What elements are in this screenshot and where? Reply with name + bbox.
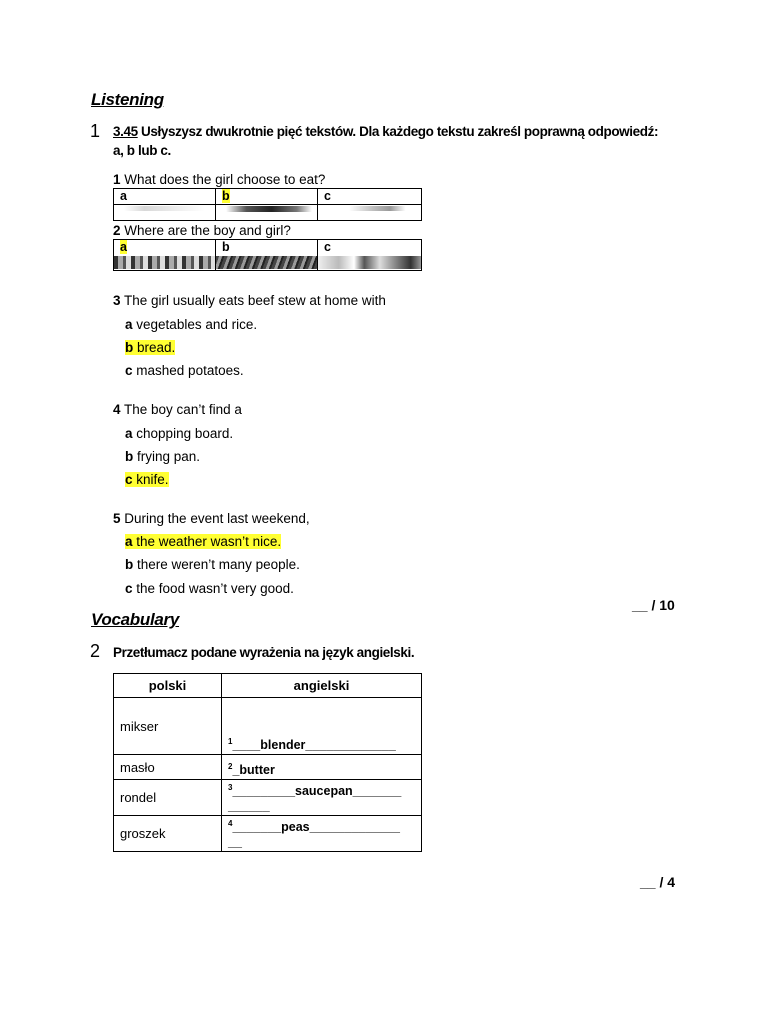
option-letter: c xyxy=(324,240,331,254)
picture-plate-c xyxy=(318,205,422,221)
option-c-cell[interactable] xyxy=(318,240,422,271)
plate-image-icon xyxy=(318,206,421,211)
option-letter: b xyxy=(222,240,230,254)
question-1 xyxy=(113,172,325,188)
option-letter: c xyxy=(125,472,133,487)
question-number: 4 xyxy=(113,402,121,417)
option-text: chopping board. xyxy=(136,426,234,441)
option-letter-selected: a xyxy=(120,240,127,254)
question-3-option-a[interactable] xyxy=(125,317,257,332)
answer-text: _butter xyxy=(232,763,275,777)
question-number: 3 xyxy=(113,293,121,308)
option-b-cell[interactable] xyxy=(216,240,318,271)
listening-score: __ / 10 xyxy=(632,597,675,613)
answer-cell[interactable] xyxy=(222,698,422,755)
column-header-polish: polski xyxy=(114,674,222,698)
option-letter: c xyxy=(125,363,133,378)
question-number: 5 xyxy=(113,511,121,526)
instruction-line-2: a, b lub c. xyxy=(113,143,171,158)
instruction-line-1: Usłyszysz dwukrotnie pięć tekstów. Dla każdego tekstu zakreśl poprawną odpowiedź: xyxy=(141,124,659,139)
question-5-option-c[interactable] xyxy=(125,581,294,596)
option-letter: a xyxy=(125,534,133,549)
kitchen-image-icon xyxy=(216,256,317,269)
answer-text-continued: __ xyxy=(228,835,242,850)
option-letter: b xyxy=(125,340,134,355)
option-letter: c xyxy=(125,581,133,596)
option-letter: a xyxy=(125,426,133,441)
option-text: vegetables and rice. xyxy=(136,317,258,332)
polish-word: mikser xyxy=(114,698,222,755)
option-text: bread. xyxy=(137,340,176,355)
food-image-icon xyxy=(318,256,421,269)
question-3-option-b-selected[interactable] xyxy=(125,340,175,355)
answer-text-continued: ______ xyxy=(228,799,270,814)
polish-word: groszek xyxy=(114,816,222,852)
question-number: 2 xyxy=(113,223,121,238)
question-4-option-b[interactable] xyxy=(125,449,200,464)
option-letter: b xyxy=(125,449,134,464)
question-1-picture-table xyxy=(113,188,422,221)
question-5-option-a-selected[interactable] xyxy=(125,534,281,549)
option-letter: b xyxy=(125,557,134,572)
answer-text: ____blender_____________ xyxy=(232,738,396,752)
option-letter: a xyxy=(120,189,127,203)
task-1-instruction xyxy=(113,122,713,160)
vocabulary-score: __ / 4 xyxy=(640,874,676,890)
answer-number: 1 xyxy=(228,736,233,746)
option-text: knife. xyxy=(136,472,169,487)
question-text: Where are the boy and girl? xyxy=(124,223,291,238)
question-2 xyxy=(113,223,291,239)
polish-word: masło xyxy=(114,755,222,780)
picture-plate-b xyxy=(216,205,318,221)
question-text: What does the girl choose to eat? xyxy=(124,172,326,187)
answer-text: _________saucepan_______ xyxy=(232,784,402,799)
option-text: frying pan. xyxy=(137,449,201,464)
option-a-cell[interactable] xyxy=(114,189,216,205)
question-4-option-c-selected[interactable] xyxy=(125,472,169,487)
answer-cell[interactable] xyxy=(222,755,422,780)
column-header-english: angielski xyxy=(222,674,422,698)
task-2-instruction: Przetłumacz podane wyrażenia na język angielski. xyxy=(113,645,415,660)
answer-cell[interactable] xyxy=(222,816,422,852)
picture-plate-a xyxy=(114,205,216,221)
option-text: mashed potatoes. xyxy=(136,363,244,378)
question-3 xyxy=(113,293,386,309)
option-a-cell[interactable] xyxy=(114,240,216,271)
question-text: The boy can’t find a xyxy=(124,402,242,417)
track-number: 3.45 xyxy=(113,124,138,139)
plate-image-icon xyxy=(216,206,317,212)
option-c-cell[interactable] xyxy=(318,189,422,205)
question-2-picture-table xyxy=(113,239,422,271)
option-letter: a xyxy=(125,317,133,332)
question-5 xyxy=(113,511,310,527)
section-title-listening: Listening xyxy=(91,90,164,109)
plate-image-icon xyxy=(114,206,215,211)
question-4 xyxy=(113,402,242,418)
question-text: The girl usually eats beef stew at home with xyxy=(124,293,386,308)
option-b-cell[interactable] xyxy=(216,189,318,205)
polish-word: rondel xyxy=(114,780,222,816)
question-4-option-a[interactable] xyxy=(125,426,233,441)
answer-number: 2 xyxy=(228,761,233,771)
question-number: 1 xyxy=(113,172,121,187)
answer-cell[interactable] xyxy=(222,780,422,816)
option-letter: c xyxy=(324,189,331,203)
option-text: the weather wasn’t nice. xyxy=(136,534,282,549)
option-text: the food wasn’t very good. xyxy=(136,581,294,596)
answer-text: _______peas_____________ xyxy=(232,820,400,835)
task-number-2: 2 xyxy=(90,641,101,661)
question-5-option-b[interactable] xyxy=(125,557,300,572)
task-number-1: 1 xyxy=(90,121,101,141)
question-3-option-c[interactable] xyxy=(125,363,244,378)
section-title-vocabulary: Vocabulary xyxy=(91,610,180,629)
restaurant-image-icon xyxy=(114,256,215,269)
answer-number: 3 xyxy=(228,783,233,792)
vocabulary-table xyxy=(113,673,422,852)
answer-number: 4 xyxy=(228,819,233,828)
option-letter-selected: b xyxy=(222,189,230,203)
option-text: there weren’t many people. xyxy=(137,557,300,572)
question-text: During the event last weekend, xyxy=(124,511,310,526)
